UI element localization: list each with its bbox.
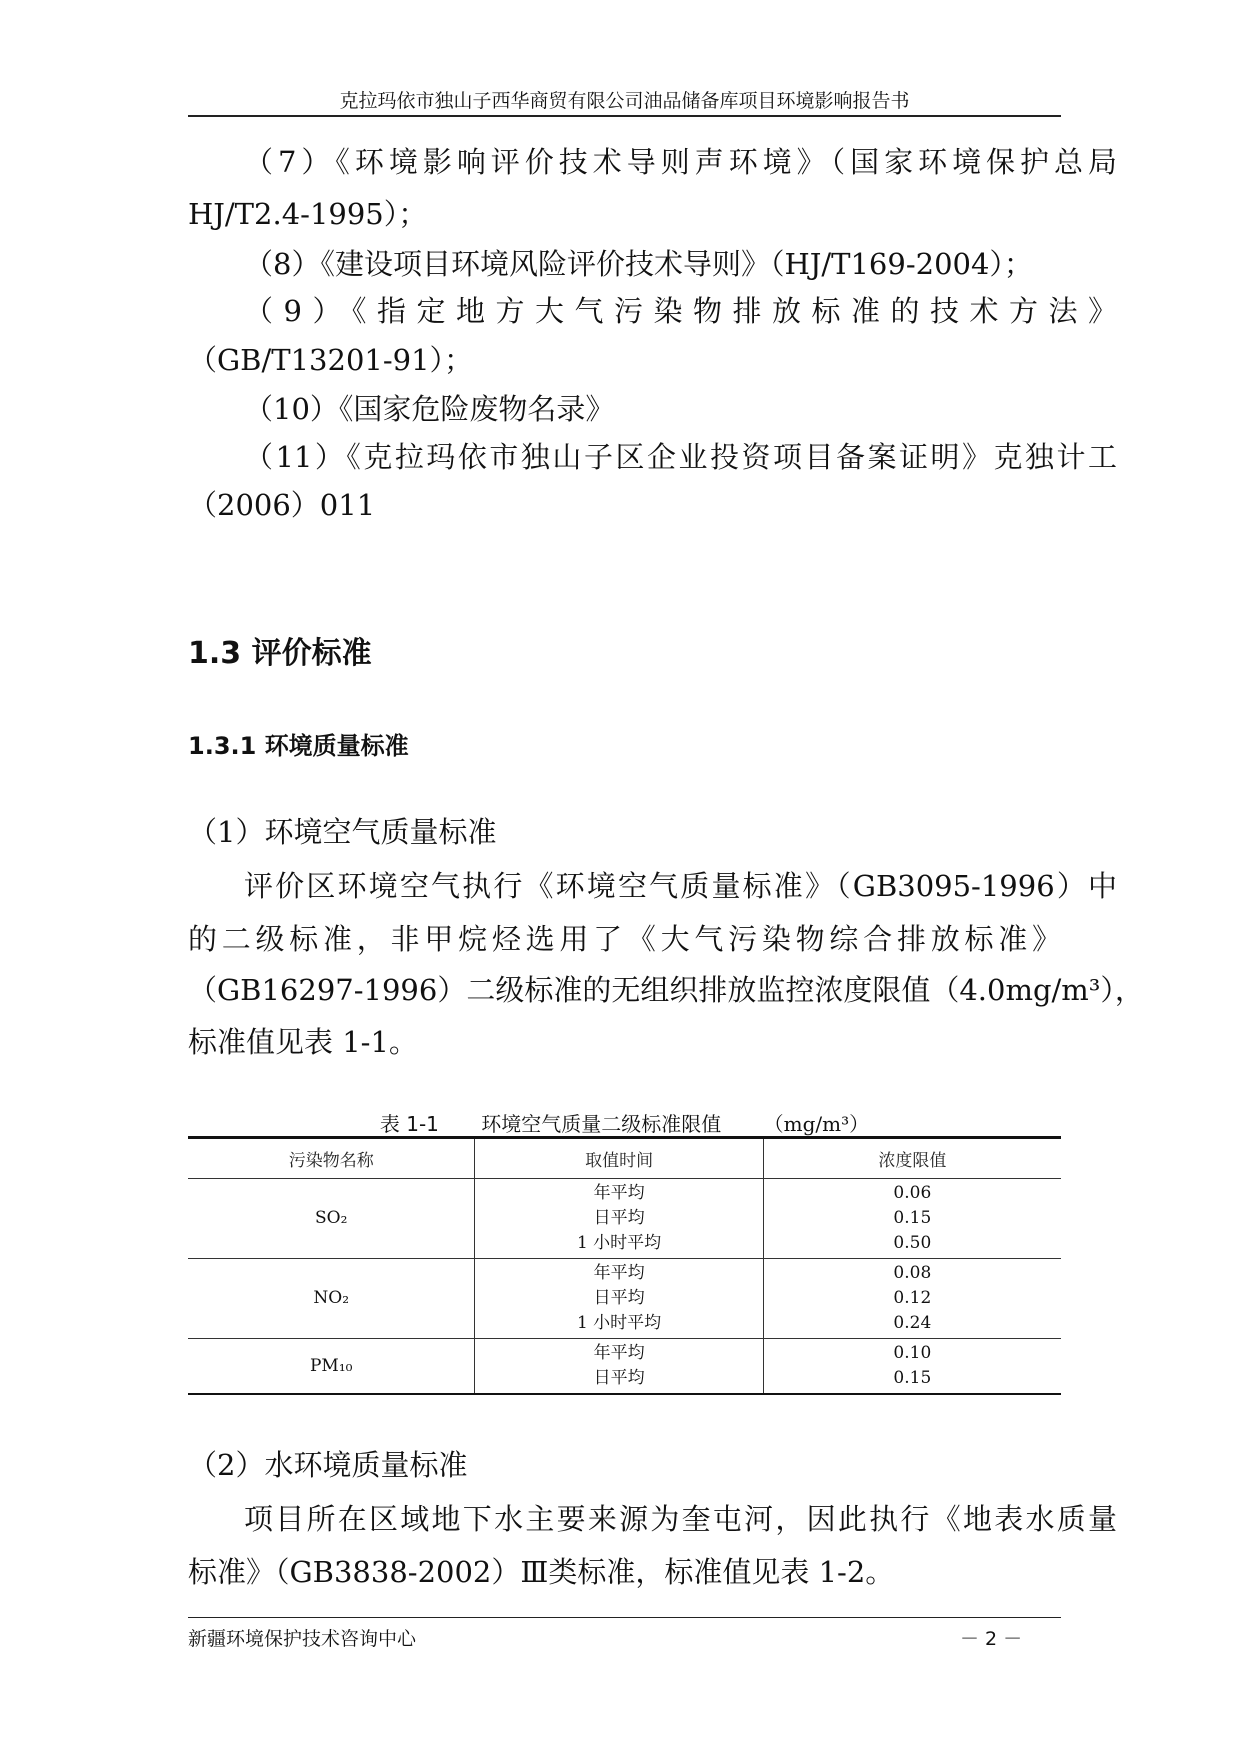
limit-cell [763,1339,1061,1395]
table-row [188,1259,1061,1339]
limit-value: 0.15 [893,1368,932,1388]
reference-7-line-2: HJ/T2.4-1995）； [188,197,428,231]
section-heading: 1.3 评价标准 [188,636,372,671]
header-rule [188,115,1061,117]
header-averaging-time: 取值时间 [475,1138,763,1179]
pollutant-cell: SO₂ [188,1179,475,1259]
header-pollutant: 污染物名称 [188,1138,475,1179]
limit-value: 0.12 [893,1288,932,1308]
air-paragraph-line-3: （GB16297-1996）二级标准的无组织排放监控浓度限值（4.0mg/m³）， [188,973,1144,1007]
water-quality-heading: （2）水环境质量标准 [188,1448,468,1482]
air-paragraph-line-4: 标准值见表 1-1。 [188,1025,418,1059]
table-caption [188,1108,1061,1137]
air-quality-standard-table [188,1136,1061,1395]
water-paragraph-line-1: 项目所在区域地下水主要来源为奎屯河，因此执行《地表水质量 [244,1502,1117,1536]
table-unit: （mg/m³） [763,1112,870,1136]
table-number: 表 1-1 [379,1112,439,1136]
reference-9-line-1: （9）《指定地方大气污染物排放标准的技术方法》 [244,294,1117,328]
limit-cell [763,1259,1061,1339]
table-row [188,1339,1061,1395]
limit-value: 0.15 [893,1208,932,1228]
footer-organization: 新疆环境保护技术咨询中心 [188,1628,417,1650]
water-paragraph-line-2: 标准》（GB3838-2002）Ⅲ类标准，标准值见表 1-2。 [188,1555,895,1589]
limit-value: 0.08 [893,1263,932,1283]
air-paragraph-line-2: 的二级标准，非甲烷烃选用了《大气污染物综合排放标准》 [188,922,1061,956]
limit-value: 0.06 [893,1183,932,1203]
limit-cell [763,1179,1061,1259]
time-value: 年平均 [593,1183,645,1203]
time-value: 年平均 [593,1343,645,1363]
air-quality-heading: （1）环境空气质量标准 [188,815,497,849]
table-title: 环境空气质量二级标准限值 [481,1112,722,1136]
table-row [188,1179,1061,1259]
table-header-row [188,1138,1061,1179]
limit-value: 0.50 [893,1233,932,1253]
reference-11-line-2: （2006）011 [188,488,376,522]
time-value: 1 小时平均 [576,1313,662,1333]
page-header-title: 克拉玛依市独山子西华商贸有限公司油品储备库项目环境影响报告书 [339,90,910,112]
time-value: 日平均 [593,1368,645,1388]
time-cell [475,1339,763,1395]
reference-7-line-1: （7）《环境影响评价技术导则声环境》（国家环境保护总局 [244,145,1117,179]
pollutant-cell: PM₁₀ [188,1339,475,1395]
reference-8: （8）《建设项目环境风险评价技术导则》（HJ/T169-2004）； [244,247,1033,281]
subsection-heading: 1.3.1 环境质量标准 [188,732,409,760]
time-value: 年平均 [593,1263,645,1283]
reference-10: （10）《国家危险废物名录》 [244,392,615,426]
footer-page-number: － 2 － [960,1628,1023,1650]
time-cell [475,1259,763,1339]
time-value: 1 小时平均 [576,1233,662,1253]
reference-9-line-2: （GB/T13201-91）； [188,343,474,377]
time-value: 日平均 [593,1208,645,1228]
limit-value: 0.10 [893,1343,932,1363]
header-concentration-limit: 浓度限值 [763,1138,1061,1179]
limit-value: 0.24 [893,1313,932,1333]
reference-11-line-1: （11）《克拉玛依市独山子区企业投资项目备案证明》克独计工 [244,440,1117,474]
footer-rule [188,1617,1061,1618]
pollutant-cell: NO₂ [188,1259,475,1339]
time-value: 日平均 [593,1288,645,1308]
air-paragraph-line-1: 评价区环境空气执行《环境空气质量标准》（GB3095-1996）中 [244,869,1117,903]
time-cell [475,1179,763,1259]
